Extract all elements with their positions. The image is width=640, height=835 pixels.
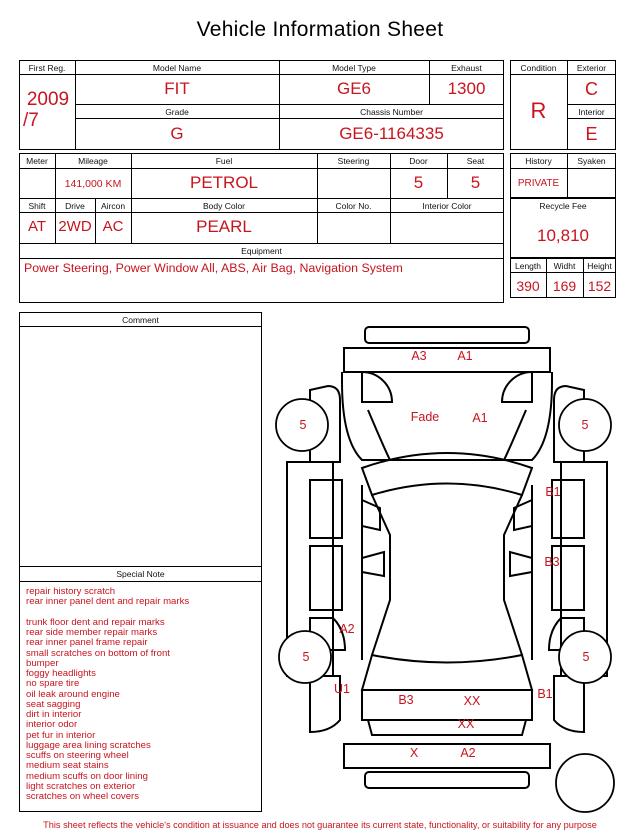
mark-right-front-door: B1 [545, 485, 561, 499]
page-title: Vehicle Information Sheet [196, 18, 444, 41]
drive-value: 2WD [58, 218, 92, 235]
interior-color-label: Interior Color [422, 201, 472, 211]
mark-rear-bumper-left: X [409, 746, 419, 760]
shift-value: AT [27, 218, 47, 235]
drive-label: Drive [65, 201, 85, 211]
mark-trunk: XX [457, 717, 475, 731]
seat-value: 5 [470, 173, 481, 192]
first-reg-year: 2009 [26, 89, 70, 110]
length-label: Length [515, 261, 541, 271]
special-note-item: small scratches on bottom of front [26, 647, 170, 659]
hood-line-left [368, 410, 390, 460]
special-note-item: seat sagging [26, 698, 81, 710]
chassis-number-label: Chassis Number [360, 107, 423, 117]
left-rear-window [362, 552, 384, 576]
rear-window [362, 655, 532, 690]
mark-rear-panel-left: B3 [398, 693, 414, 707]
condition-value: R [530, 98, 547, 123]
interior-label: Interior [578, 107, 605, 117]
special-note-item: medium scuffs on door lining [26, 770, 148, 782]
mark-left-rear: U1 [334, 682, 350, 696]
right-rear-window [510, 552, 532, 576]
special-note-item: light scratches on exterior [26, 780, 136, 792]
model-name-value: FIT [164, 79, 190, 98]
mark-rear-panel-right: XX [463, 694, 481, 708]
mark-front-bumper-right: A1 [457, 349, 473, 363]
disclaimer: This sheet reflects the vehicle's condition at issuance and does not guarantee its current state, functionality, or suitability for any purpose [43, 820, 597, 830]
mark-tire-front-right: 5 [581, 418, 589, 432]
mark-left-rear-quarter: A2 [339, 622, 355, 636]
mark-rear-bumper-right: A2 [460, 746, 476, 760]
height-value: 152 [587, 278, 612, 294]
mileage-label: Mileage [78, 156, 108, 166]
special-note-item: dirt in interior [26, 709, 82, 720]
seat-label: Seat [466, 156, 485, 166]
special-note-list [26, 587, 258, 802]
aircon-value: AC [102, 218, 124, 235]
first-reg-month: /7 [23, 110, 39, 131]
special-note-item: interior odor [26, 719, 78, 731]
chassis-number-value: GE6-1164335 [339, 124, 444, 143]
special-note-item: no spare tire [26, 678, 80, 690]
exterior-value: C [585, 79, 598, 99]
special-note-item: rear inner panel dent and repair marks [26, 596, 190, 608]
shift-label: Shift [28, 201, 46, 211]
trunk [362, 690, 532, 720]
syaken-label: Syaken [577, 156, 606, 166]
model-type-value: GE6 [336, 79, 372, 98]
headlight-left [362, 372, 392, 402]
left-front-door [310, 480, 342, 538]
body-color-label: Body Color [202, 201, 246, 211]
history-value: PRIVATE [517, 178, 560, 189]
special-note-item: trunk floor dent and repair marks [26, 616, 165, 628]
comment-label: Comment [122, 315, 159, 325]
car-condition-diagram [270, 320, 632, 818]
door-value: 5 [413, 173, 424, 192]
mileage-value: 141,000 KM [64, 178, 122, 190]
special-note-item: pet fur in interior [26, 729, 96, 741]
hood-line-right [504, 410, 526, 460]
special-note-item: bumper [26, 657, 59, 669]
mark-tire-front-left: 5 [299, 418, 307, 432]
special-note-item: foggy headlights [26, 668, 96, 679]
steering-label: Steering [337, 156, 370, 166]
aircon-label: Aircon [100, 201, 126, 211]
width-label: Widht [553, 261, 576, 271]
mark-tire-rear-right: 5 [582, 650, 590, 664]
width-value: 169 [552, 278, 577, 294]
special-note-item: rear side member repair marks [26, 627, 158, 638]
mark-front-bumper-left: A3 [411, 349, 427, 363]
hood-outline [342, 372, 552, 460]
model-name-label: Model Name [152, 63, 202, 73]
mark-right-rear: B1 [537, 687, 553, 701]
recycle-fee-value: 10,810 [537, 226, 589, 245]
mark-tire-rear-left: 5 [302, 650, 310, 664]
color-no-label: Color No. [335, 201, 372, 211]
equipment-value: Power Steering, Power Window All, ABS, Air Bag, Navigation System [24, 261, 403, 275]
door-label: Door [409, 156, 428, 166]
length-value: 390 [516, 278, 540, 294]
headlight-right [502, 372, 532, 402]
grade-value: G [170, 124, 184, 143]
mark-hood-note: Fade [410, 410, 440, 424]
special-note-item: rear inner panel frame repair [26, 637, 148, 649]
first-reg-label: First Reg. [28, 63, 66, 73]
fuel-label: Fuel [215, 156, 233, 166]
model-type-label: Model Type [332, 63, 376, 73]
recycle-fee-label: Recycle Fee [539, 201, 587, 211]
left-rear-door [310, 546, 342, 610]
front-bumper-top [365, 327, 529, 343]
rear-fender-right [554, 676, 584, 732]
special-note-label: Special Note [116, 569, 165, 579]
rear-panel [368, 720, 526, 735]
special-note-item: repair history scratch [26, 586, 116, 597]
condition-label: Condition [520, 63, 557, 73]
equipment-label: Equipment [241, 246, 282, 256]
special-note-item: oil leak around engine [26, 688, 120, 700]
spare-tire [556, 754, 614, 812]
exterior-label: Exterior [576, 63, 607, 73]
exhaust-value: 1300 [447, 79, 486, 98]
fuel-value: PETROL [189, 173, 259, 192]
meter-label: Meter [26, 156, 48, 166]
history-label: History [525, 156, 552, 166]
front-bumper [344, 348, 550, 372]
grade-label: Grade [165, 107, 189, 117]
rear-bumper-bottom [365, 772, 529, 788]
special-note-item: medium seat stains [26, 760, 109, 772]
body-color-value: PEARL [196, 217, 252, 236]
mark-hood: A1 [472, 411, 488, 425]
cabin-sides [362, 485, 532, 660]
mark-right-rear-door: B3 [544, 555, 560, 569]
special-note-item: scuffs on steering wheel [26, 750, 129, 761]
exhaust-label: Exhaust [451, 63, 482, 73]
special-note-item: luggage area lining scratches [26, 739, 151, 751]
height-label: Height [587, 261, 612, 271]
special-note-item: scratches on wheel covers [26, 791, 140, 802]
interior-value: E [585, 124, 598, 144]
rear-bumper [344, 744, 550, 768]
